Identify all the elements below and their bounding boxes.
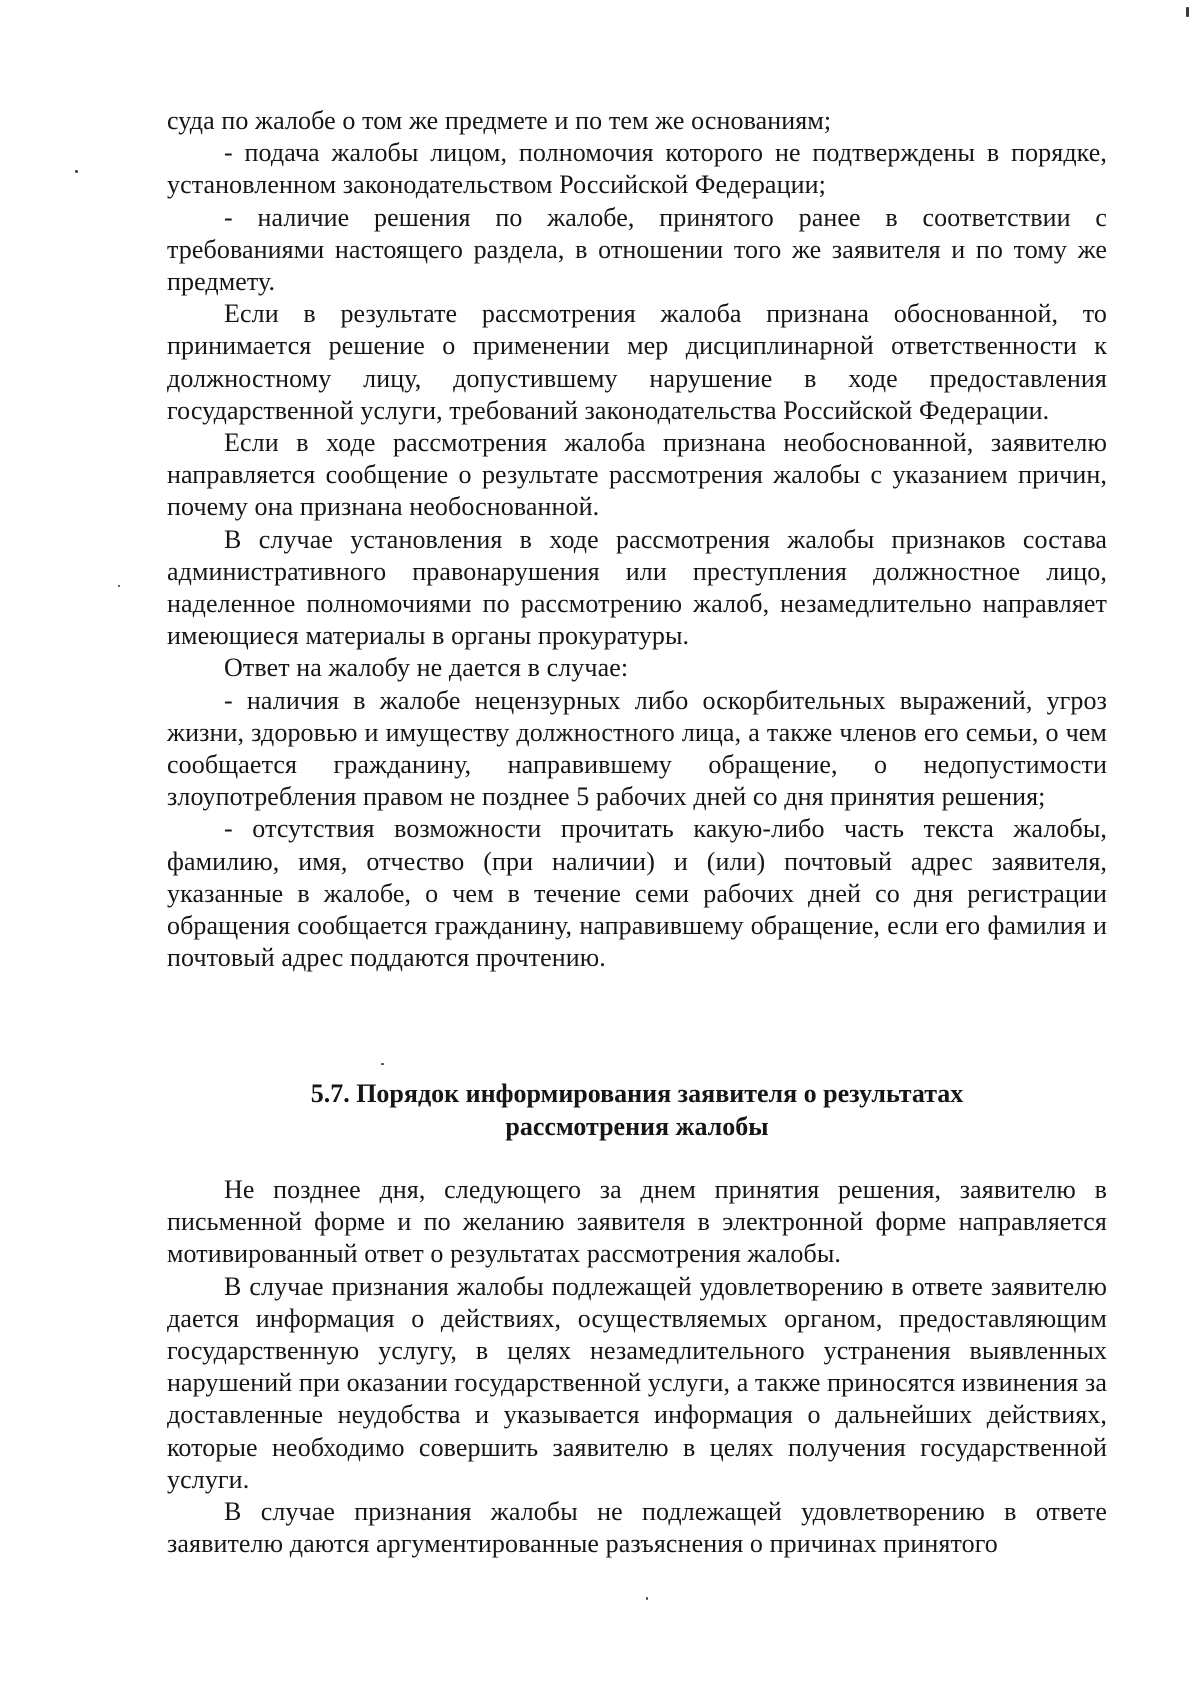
scan-speck [118,585,120,587]
section-heading [167,1078,1107,1143]
paragraph: - подача жалобы лицом, полномочия которого не подтверждены в порядке, установленном законодательством Российской Федерации; [167,138,1107,200]
scan-speck [381,1063,384,1065]
paragraph: В случае установления в ходе рассмотрения жалобы признаков состава административного правонарушения или преступления должностное лицо, наделенное полномочиями по рассмотрению жалоб, незамедлительно направляет имеющиеся материалы в органы прокуратуры. [167,524,1107,651]
paragraph: Не позднее дня, следующего за днем принятия решения, заявителю в письменной форме и по желанию заявителя в электронной форме направляется мотивированный ответ о результатах рассмотрения жалобы. [167,1175,1107,1269]
section-heading-line: 5.7. Порядок информирования заявителя о результатах [310,1079,964,1108]
paragraph: - наличие решения по жалобе, принятого ранее в соответствии с требованиями настоящего раздела, в отношении того же заявителя и по тому же предмету. [167,202,1107,297]
section-heading-line: рассмотрения жалобы [505,1111,769,1141]
scan-speck [1186,7,1189,17]
paragraph: Если в ходе рассмотрения жалоба признана необоснованной, заявителю направляется сообщение о результате рассмотрения жалобы с указанием причин, почему она признана необоснованной. [167,428,1107,522]
paragraph: - наличия в жалобе нецензурных либо оскорбительных выражений, угроз жизни, здоровью и имуществу должностного лица, а также членов его семьи, о чем сообщается гражданину, направившему обращение, о недопустимости злоупотребления правом не позднее 5 рабочих дней со дня принятия решения; [167,685,1107,812]
scan-speck [75,170,78,173]
paragraph: - отсутствия возможности прочитать какую-либо часть текста жалобы, фамилию, имя, отчество (при наличии) и (или) почтовый адрес заявителя, указанные в жалобе, о чем в течение семи рабочих дней со дня регистрации обращения сообщается гражданину, направившему обращение, если его фамилия и почтовый адрес поддаются прочтению. [167,814,1107,973]
body-text-bottom [167,1174,1107,1560]
paragraph: В случае признания жалобы подлежащей удовлетворению в ответе заявителю дается информация о действиях, осуществляемых органом, предоставляющим государственную услугу, в целях незамедлительного устранения выявленных нарушений при оказании государственной услуги, а также приносятся извинения за доставленные неудобства и указывается информация о дальнейших действиях, которые необходимо совершить заявителю в целях получения государственной услуги. [167,1271,1107,1494]
paragraph: суда по жалобе о том же предмете и по тем же основаниям; [167,106,832,135]
paragraph: Если в результате рассмотрения жалоба признана обоснованной, то принимается решение о применении мер дисциплинарной ответственности к должностному лицу, допустившему нарушение в ходе предоставления государственной услуги, требований законодательства Российской Федерации. [167,299,1107,425]
paragraph: Ответ на жалобу не дается в случае: [224,653,629,683]
paragraph: В случае признания жалобы не подлежащей удовлетворению в ответе заявителю даются аргументированные разъяснения о причинах принятого [167,1497,1107,1559]
scan-speck [646,1597,648,1600]
body-text-top [167,105,1107,974]
